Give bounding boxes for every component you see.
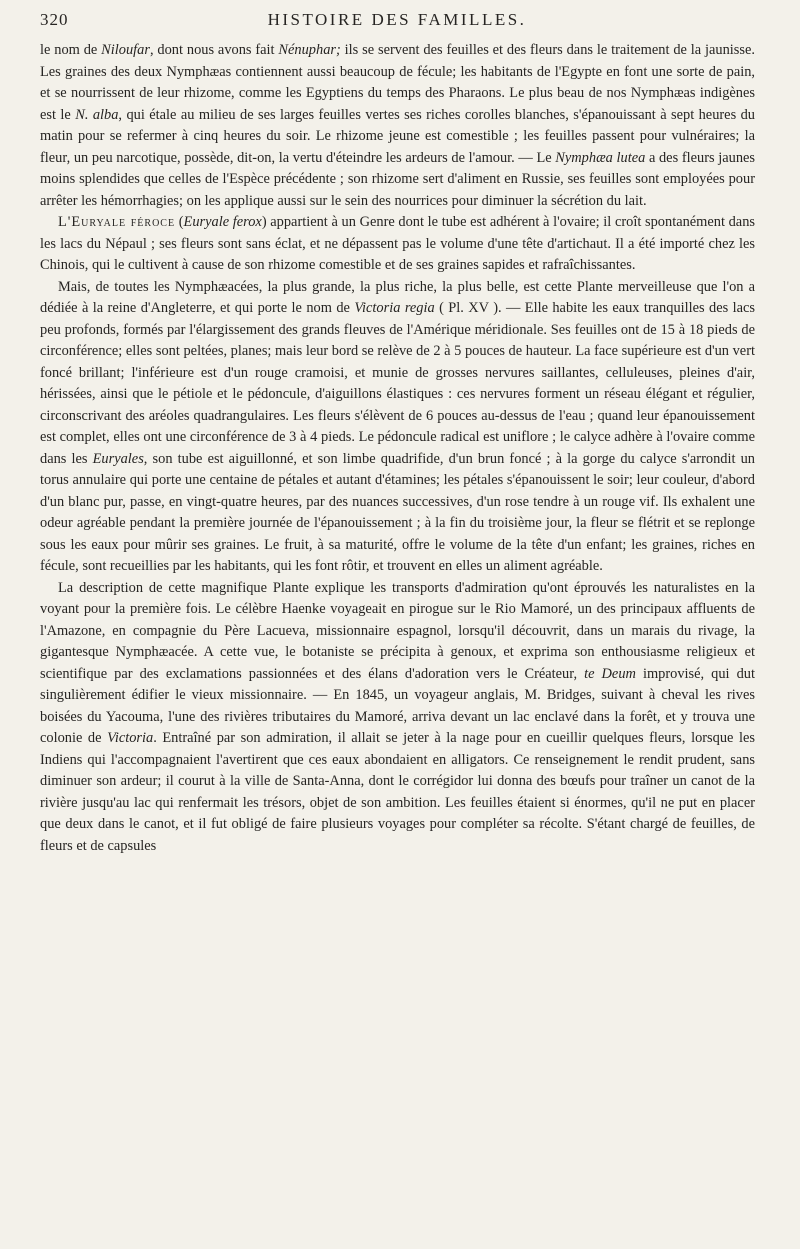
- italic-term: Euryale ferox: [183, 214, 262, 230]
- italic-term: Victoria regia: [354, 300, 435, 316]
- body-text: [40, 40, 755, 857]
- italic-term: Nénuphar;: [278, 42, 341, 58]
- italic-term: Niloufar: [101, 42, 150, 58]
- paragraph-euryale: [40, 212, 755, 277]
- text-run: La description de cette magnifique Plante explique les transports d'admiration qu'ont éprouvés les naturalistes en la voyant pour la première fois. Le célèbre Haenke voyageait en pirogue sur le Rio Mamoré, un des principaux affluents de l'Amazone, en compagnie du Père Lacueva, missionnaire espagnol, lorsqu'il découvrit, dans un marais du rivage, la gigantesque Nymphæacée. A cette vue, le botaniste se précipita à genoux, et exprima son enthousiasme religieux et scientifique par des exclamations passionnées et des élans d'adoration vers le Créateur,: [40, 579, 755, 682]
- text-run: Mais, de toutes les Nymphæacées, la plus grande, la plus riche, la plus belle, est cette Plante merveilleuse que l'on a dédiée à la reine d'Angleterre, et qui porte le nom de: [40, 278, 755, 316]
- text-run: a des fleurs jaunes moins splendides que celles de l'Espèce précédente ; son rhizome sert d'aliment en Russie, ses feuilles sont employées pour arrêter les hémorrhagies; on les applique aussi sur le sein des nourrices pour diminuer la sécrétion du lait.: [40, 149, 755, 209]
- text-run: ( Pl. XV ). — Elle habite les eaux tranquilles des lacs peu profonds, formés par l'élargissement des grands fleuves de l'Amérique méridionale. Ses feuilles ont de 15 à 18 pieds de circonférence; elles sont peltées, planes; mais leur bord se relève de 2 à 5 pouces de hauteur. La face supérieure est d'un vert foncé brillant; l'inférieure est d'un rouge cramoisi, et munie de grosses nervures saillantes, celluleuses, pleines d'air, hérissées, ainsi que le pétiole et le pédoncule, d'aiguillons élastiques : ces nervures forment un réseau élégant et régulier, circonscrivant des aréoles quadrangulaires. Les fleurs s'élèvent de 6 pouces au-dessus de l'eau ; quand leur épanouissement est complet, elles ont une circonférence de 3 à 4 pieds. Le pédoncule radical est uniflore ; le calyce adhère à l'ovaire comme dans les: [40, 300, 755, 467]
- italic-term: Nymphæa lutea: [555, 149, 646, 166]
- text-run: ils se servent des feuilles et des fleurs dans le traitement de la jaunisse. Les graines des deux Nymphæas contiennent aussi beaucoup de fécule; les habitants de l'Egypte en font une sorte de pain, et se nourrissent de leur rhizome, comme les Egyptiens du temps des Pharaons. Le plus beau de nos Nymphæas indigènes est le: [40, 42, 755, 123]
- text-run: , son tube est aiguillonné, et son limbe quadrifide, d'un brun foncé ; à la gorge du calyce s'arrondit un torus annulaire qui porte une centaine de pétales et autant d'étamines; les pétales s'épanouissent le soir; leur couleur, d'abord d'un blanc pur, passe, en vingt-quatre heures, par des nuances successives, d'un rose tendre à un rouge vif. Ils exhalent une odeur agréable pendant la première journée de l'épanouissement ; à la fin du troisième jour, la fleur se flétrit et se replonge sous les eaux pour mûrir ses graines. Le fruit, à sa maturité, offre le volume de la tête d'un enfant; les graines, riches en fécule, sont recueillies par les habitants, qui les font rôtir, et trouvent en elles un aliment agréable.: [40, 450, 755, 574]
- text-run: improvisé, qui dut singulièrement édifier le vieux missionnaire. — En 1845, un voyageur anglais, M. Bridges, suivant à cheval les rives boisées du Yacouma, l'une des rivières tributaires du Mamoré, arriva devant un lac enclavé dans la forêt, et y trouva une colonie de: [40, 665, 755, 746]
- text-run: le nom de: [40, 42, 102, 58]
- paragraph-victoria-regia: [40, 277, 755, 578]
- text-run: , dont nous avons fait: [149, 42, 279, 58]
- italic-term: N. alba: [75, 106, 119, 123]
- text-run: ) appartient à un Genre dont le tube est adhérent à l'ovaire; il croît spontanément dans les lacs du Népaul ; ses fleurs sont sans éclat, et ne dépassent pas le volume d'une tête d'artichaut. Il a été importé chez les Chinois, qui le cultivent à cause de son rhizome comestible et de ses graines sapides et rafraîchissantes.: [40, 214, 755, 273]
- running-title: HISTOIRE DES FAMILLES.: [267, 10, 527, 29]
- page-number: 320: [40, 10, 69, 29]
- small-caps-term: L'Euryale féroce: [58, 214, 176, 230]
- italic-term: Victoria: [107, 730, 154, 746]
- page-header: [40, 10, 754, 36]
- italic-term: Euryales: [92, 450, 144, 467]
- text-run: . Entraîné par son admiration, il allait se jeter à la nage pour en cueillir quelques fleurs, lorsque les Indiens qui l'accompagnaient l'avertirent que ces eaux abondaient en alligators. Ce renseignement le rendit prudent, sans diminuer son ardeur; il courut à la ville de Santa-Anna, dont le corrégidor lui donna des bœufs pour traîner un canot de la rivière jusqu'au lac qui renfermait les trésors, objet de son ambition. Les feuilles étaient si énormes, qu'il ne put en placer que deux dans le canot, et il fut obligé de faire plusieurs voyages pour compléter sa récolte. S'étant chargé de feuilles, de fleurs et de capsules: [40, 730, 755, 854]
- italic-term: te Deum: [584, 665, 636, 682]
- text-run: (: [175, 214, 184, 230]
- paragraph-nymphaea: [40, 40, 755, 212]
- text-run: , qui étale au milieu de ses larges feuilles vertes ses riches corolles blanches, s'épanouissant à sept heures du matin pour se refermer à cinq heures du soir. Le rhizome jeune est comestible ; les feuilles passent pour vulnéraires; la fleur, un peu narcotique, possède, dit-on, la vertu d'éteindre les ardeurs de l'amour. — Le: [40, 106, 755, 166]
- paragraph-discovery: [40, 578, 755, 858]
